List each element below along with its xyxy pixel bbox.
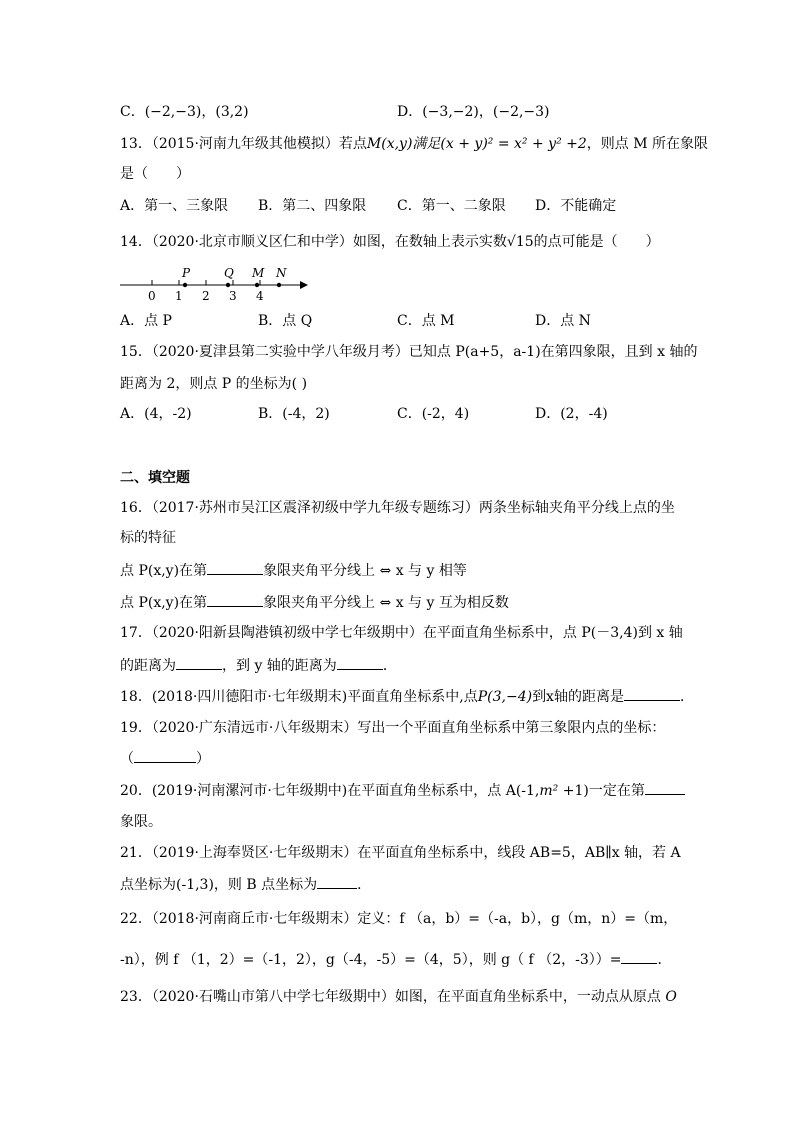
number-line-figure — [118, 262, 308, 304]
q14-option-a: A．点 P — [120, 313, 172, 329]
q20-blank[interactable] — [645, 780, 685, 795]
q19-stem-line1: 19．（2020·广东清远市·八年级期末）写出一个平面直角坐标系中第三象限内点的坐标： — [120, 720, 666, 736]
q13-option-d: D．不能确定 — [535, 198, 617, 214]
q14-option-c: C．点 M — [397, 313, 455, 329]
q20-stem-line1: 20．(2019·河南漯河市·七年级期中)在平面直角坐标系中，点 A(-1,m² +1)一定在第 — [120, 780, 685, 801]
tick-label-2: 2 — [202, 289, 210, 303]
q17-stem-line1: 17．（2020·阳新县陶港镇初级中学七年级期中）在平面直角坐标系中，点 P(－3,4)到 x 轴 — [120, 625, 683, 641]
q15-option-d: D．(2，-4) — [535, 406, 608, 422]
q13-option-c: C．第一、二象限 — [397, 198, 506, 214]
q18-stem: 18．(2018·四川德阳市·七年级期末)平面直角坐标系中,点P(3,−4)到x轴的距离是 ． — [120, 686, 694, 707]
tick-label-1: 1 — [175, 289, 183, 303]
tick-label-0: 0 — [148, 289, 156, 303]
q17-blank-2[interactable] — [337, 655, 383, 670]
q13-stem-line1: 13．（2015·河南九年级其他模拟）若点M(x,y)满足(x + y)² = x² + y² +2，则点 M 所在象限 — [120, 136, 709, 152]
q23-stem-line1: 23．（2020·石嘴山市第八中学七年级期中）如图，在平面直角坐标系中，一动点从原点 O — [120, 989, 677, 1005]
q16-stem-line1: 16．（2017·苏州市吴江区震泽初级中学九年级专题练习）两条坐标轴夹角平分线上点的坐 — [120, 500, 675, 516]
point-p-dot — [183, 283, 187, 287]
q22-stem-line1: 22．（2018·河南商丘市·七年级期末）定义：f （a，b）=（-a，b），g（m，n）=（m， — [120, 911, 678, 927]
q21-blank[interactable] — [317, 874, 357, 889]
q13-option-a: A．第一、三象限 — [120, 198, 229, 214]
q22-stem-line2: -n），例 f （1，2）=（-1，2），g（-4，-5）=（4，5），则 g（ f （2，-3））= ． — [120, 949, 671, 970]
point-n-label: N — [276, 266, 287, 280]
q17-stem-line2: 的距离为 ，到 y 轴的距离为 ． — [120, 655, 397, 676]
q13-stem-line2: 是（ ） — [120, 166, 190, 182]
q16-stem-line3: 点 P(x,y)在第 象限夹角平分线上 ⇔ x 与 y 相等 — [120, 560, 467, 581]
q16-blank-1[interactable] — [207, 560, 263, 575]
q19-stem-line2: （ ） — [120, 748, 210, 769]
q15-stem-line2: 距离为 2，则点 P 的坐标为( ) — [120, 376, 308, 392]
q14-option-b: B．点 Q — [258, 313, 313, 329]
section-heading: 二、填空题 — [120, 470, 190, 486]
tick-label-3: 3 — [229, 289, 237, 303]
q14-option-d: D．点 N — [535, 313, 591, 329]
q13-option-b: B．第二、四象限 — [258, 198, 367, 214]
point-m-dot — [255, 283, 259, 287]
q12-option-c: C．(−2,−3)，(3,2) — [120, 104, 249, 120]
number-line-arrow — [300, 281, 308, 289]
q21-stem-line2: 点坐标为(-1,3)，则 B 点坐标为 ． — [120, 874, 371, 895]
point-n-dot — [277, 283, 281, 287]
q15-option-c: C．(-2，4) — [397, 406, 470, 422]
point-q-dot — [226, 283, 230, 287]
tick-label-4: 4 — [256, 289, 264, 303]
q21-stem-line1: 21．（2019·上海奉贤区·七年级期末）在平面直角坐标系中，线段 AB=5，AB∥x 轴，若 A — [120, 845, 681, 861]
q16-stem-line4: 点 P(x,y)在第 象限夹角平分线上 ⇔ x 与 y 互为相反数 — [120, 592, 509, 613]
q18-blank[interactable] — [624, 686, 680, 701]
point-q-label: Q — [224, 266, 234, 280]
q15-stem-line1: 15．（2020·夏津县第二实验中学八年级月考）已知点 P(a+5，a-1)在第四象限，且到 x 轴的 — [120, 344, 698, 360]
q19-blank[interactable] — [134, 748, 196, 763]
q16-stem-line2: 标的特征 — [120, 530, 176, 546]
q20-stem-line2: 象限。 — [120, 814, 162, 830]
point-m-label: M — [252, 266, 265, 280]
q16-blank-2[interactable] — [207, 592, 263, 607]
q17-blank-1[interactable] — [176, 655, 222, 670]
q15-option-a: A．(4，-2) — [120, 406, 192, 422]
q22-blank[interactable] — [621, 949, 657, 964]
q14-stem: 14．（2020·北京市顺义区仁和中学）如图，在数轴上表示实数√15的点可能是（ ） — [120, 234, 660, 250]
q12-option-d: D．(−3,−2)，(−2,−3) — [397, 104, 550, 120]
q15-option-b: B．(-4，2) — [258, 406, 330, 422]
point-p-label: P — [182, 266, 191, 280]
